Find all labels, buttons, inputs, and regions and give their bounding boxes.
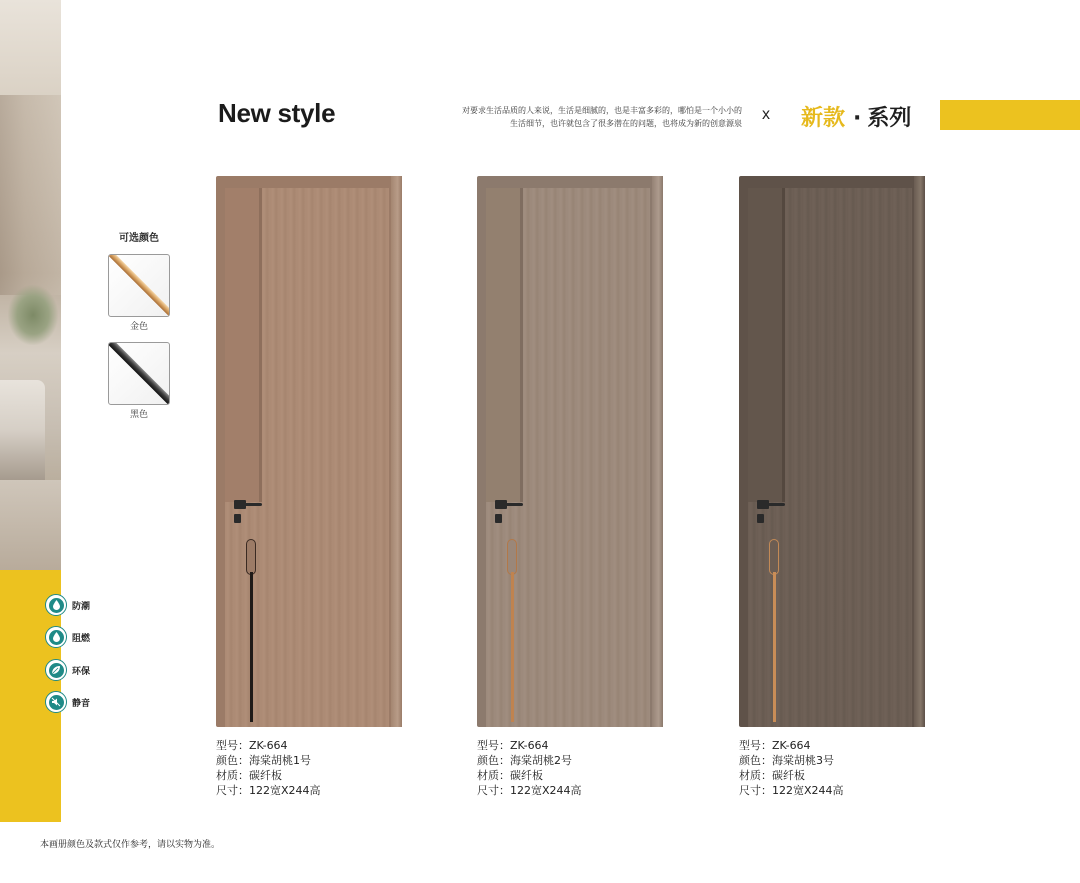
- series-title-dot: ·: [853, 106, 862, 131]
- feature-eco-label: 环保: [72, 666, 91, 677]
- door-lock: [234, 514, 241, 523]
- door-divider-strip: [782, 188, 785, 502]
- spec-material: 材质：碳纤板: [477, 769, 543, 782]
- yellow-header-bar: [940, 100, 1080, 130]
- series-title: [801, 101, 911, 132]
- door-right-jamb: [391, 176, 402, 727]
- moisture-drop-icon: [45, 594, 67, 616]
- product-spec-3: [739, 738, 844, 798]
- color-options-title: 可选颜色: [119, 233, 159, 244]
- spec-material: 材质：碳纤板: [739, 769, 805, 782]
- plant-decor: [8, 285, 58, 345]
- spec-material: 材质：碳纤板: [216, 769, 282, 782]
- footnote: 本画册颜色及款式仅作参考，请以实物为准。: [40, 840, 221, 850]
- feature-eco: [45, 658, 90, 682]
- feature-mute: [45, 690, 90, 714]
- spec-model: 型号：ZK-664: [477, 739, 549, 752]
- spec-color: 颜色：海棠胡桃2号: [477, 754, 572, 767]
- spec-color: 颜色：海棠胡桃1号: [216, 754, 311, 767]
- door-finger-groove: [246, 539, 256, 575]
- feature-flame-retardant: [45, 625, 90, 649]
- feature-moisture: [45, 593, 90, 617]
- spec-model: 型号：ZK-664: [739, 739, 811, 752]
- spec-size: 尺寸：122宽X244高: [216, 784, 321, 797]
- door-lever: [242, 503, 262, 506]
- feature-mute-label: 静音: [72, 698, 91, 709]
- door-left-panel: [486, 188, 520, 502]
- product-spec-1: [216, 738, 321, 798]
- door-3-image: [739, 176, 925, 727]
- door-divider-strip: [520, 188, 523, 502]
- feature-flame-retardant-label: 阻燃: [72, 633, 91, 644]
- door-lock: [757, 514, 764, 523]
- gold-strip-swatch[interactable]: [108, 254, 170, 317]
- interior-photo: [0, 0, 61, 570]
- tagline-line-1: 对要求生活品质的人来说，生活是细腻的，也是丰富多彩的，哪怕是一个小小的: [462, 106, 742, 115]
- gold-swatch-label: 金色: [129, 322, 148, 332]
- door-right-jamb: [914, 176, 925, 727]
- spec-size: 尺寸：122宽X244高: [477, 784, 582, 797]
- page-title: New style: [218, 98, 336, 128]
- door-inlay-strip: [511, 572, 514, 722]
- door-inlay-strip: [250, 572, 253, 722]
- floor-decor: [0, 480, 61, 570]
- door-left-panel: [748, 188, 782, 502]
- mute-icon: [45, 691, 67, 713]
- door-right-jamb: [652, 176, 663, 727]
- door-lever: [503, 503, 523, 506]
- feature-moisture-label: 防潮: [72, 601, 91, 612]
- spec-model: 型号：ZK-664: [216, 739, 288, 752]
- series-title-new: 新款: [801, 106, 846, 131]
- door-finger-groove: [769, 539, 779, 575]
- spec-size: 尺寸：122宽X244高: [739, 784, 844, 797]
- gold-strip: [108, 254, 170, 317]
- door-lever: [765, 503, 785, 506]
- series-title-series: 系列: [867, 106, 912, 131]
- product-spec-2: [477, 738, 582, 798]
- flame-retardant-drop-icon: [45, 626, 67, 648]
- wall-panel: [0, 95, 61, 295]
- door-1-image: [216, 176, 402, 727]
- bed-decor: [0, 380, 45, 480]
- tagline: [396, 104, 742, 130]
- door-2-image: [477, 176, 663, 727]
- door-lock: [495, 514, 502, 523]
- door-finger-groove: [507, 539, 517, 575]
- tagline-line-2: 生活细节，也许就包含了很多潜在的问题，也将成为新的创意源泉: [510, 119, 742, 128]
- leaf-icon: [45, 659, 67, 681]
- black-strip-swatch[interactable]: [108, 342, 170, 405]
- black-swatch-label: 黑色: [129, 410, 148, 420]
- door-divider-strip: [259, 188, 262, 502]
- black-strip: [108, 342, 170, 405]
- door-left-panel: [225, 188, 259, 502]
- spec-color: 颜色：海棠胡桃3号: [739, 754, 834, 767]
- door-inlay-strip: [773, 572, 776, 722]
- cross-mark: x: [762, 106, 770, 123]
